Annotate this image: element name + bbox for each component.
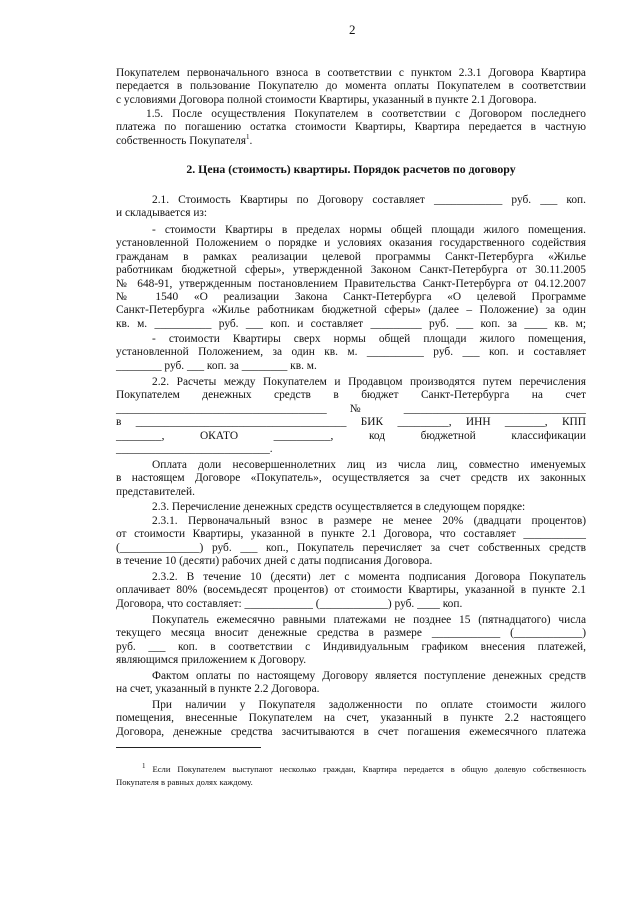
text-line (116, 135, 586, 148)
text-line: При наличии у Покупателя задолженности по оплате стоимости жилого (152, 699, 586, 711)
text-line: руб. ___ коп. в соответствии с Индивидуальным графиком внесения платежей, (116, 640, 586, 653)
text-line: установленной Положением о порядке и условиях оказания государственного содействия (116, 237, 586, 250)
text-line: установленной Положением, за один кв. м. __________ руб. ___ коп. и составляет (116, 346, 586, 359)
text-line: на счет, указанный в пункте 2.2 Договора. (116, 683, 320, 696)
text-line: и складывается из: (116, 207, 208, 220)
text-line: Договора, денежные средства засчитываются в счет погашения ежемесячного платежа (116, 725, 586, 738)
text-line: Оплата доли несовершеннолетних лиц из числа лиц, совместно именуемых (152, 459, 586, 471)
paragraph-continuation (116, 67, 586, 107)
debt-paragraph (116, 699, 586, 739)
text-line: Санкт-Петербурга «Жилье работникам бюджетной сферы» (далее – Положение) за один (116, 304, 586, 317)
text-line: от стоимости Квартиры, указанной в пункте 2.1 Договора, что составляет ___________ (116, 528, 586, 541)
text-line: в течение 10 (десяти) рабочих дней с даты подписания Договора. (116, 555, 433, 568)
text-line: представителей. (116, 485, 195, 498)
text-line: в _____________________________________ БИК _________, ИНН _______, КПП (116, 416, 586, 429)
footnote-line (116, 763, 586, 776)
text-line: № 1540 «О реализации Закона Санкт-Петербурга «О целевой Программе (116, 291, 586, 304)
text-line: работникам бюджетной сферы», утвержденной Законом Санкт-Петербурга от 30.11.2005 (116, 264, 586, 277)
text-line: 1.5. После осуществления Покупателем в соответствии с Договором последнего (146, 108, 586, 120)
text-line: Фактом оплаты по настоящему Договору является поступление денежных средств (152, 670, 586, 682)
text-line: передается в пользование Покупателю до момента оплаты Покупателем в соответствии (116, 80, 586, 93)
page-number: 2 (349, 22, 356, 37)
text-line: платежа по погашению остатка стоимости Квартиры, Квартира передается в частную (116, 121, 586, 134)
text-fragment: собственность Покупателя (116, 134, 246, 147)
text-line: кв. м. __________ руб. ___ коп. и составляет _________ руб. ___ коп. за ____ кв. м; (116, 317, 586, 330)
text-line: ________, ОКАТО __________, код бюджетной классификации (116, 429, 586, 442)
text-line: 2.1. Стоимость Квартиры по Договору составляет ____________ руб. ___ коп. (152, 194, 586, 206)
minors-payment-paragraph (116, 459, 586, 499)
clause-2-3-2 (116, 571, 586, 611)
text-line: с условиями Договора полной стоимости Квартиры, указанный в пункте 2.1 Договора. (116, 93, 537, 106)
footnote-line: Покупателя в равных долях каждому. (116, 777, 253, 787)
text-fragment: . (249, 134, 253, 147)
text-line: - стоимости Квартиры в пределах нормы общей площади жилого помещения. (152, 224, 586, 236)
clause-2-1 (116, 194, 586, 221)
text-fragment: Если Покупателем выступают несколько граждан, Квартира передается в общую долевую собственность (152, 764, 586, 774)
footnote-divider (116, 747, 261, 748)
text-line: в настоящем Договоре «Покупатель», осуществляется за счет средств их законных (116, 472, 586, 485)
text-line: Покупатель ежемесячно равными платежами не позднее 15 (пятнадцатого) числа (152, 614, 586, 626)
footnote-mark: 1 (142, 762, 146, 771)
text-line: 2.3.2. В течение 10 (десяти) лет с момента подписания Договора Покупатель (152, 571, 586, 583)
monthly-payments-paragraph (116, 614, 586, 668)
text-line: помещения, внесенные Покупателем на счет, указанный в пункте 2.2 настоящего (116, 712, 586, 725)
text-line: гражданам в рамках реализации целевой программы Санкт-Петербурга «Жилье (116, 250, 586, 263)
section-heading: 2. Цена (стоимость) квартиры. Порядок расчетов по договору (186, 162, 516, 176)
text-line: Договора, что составляет: ____________ (____________) руб. ____ коп. (116, 597, 463, 610)
clause-1-5 (116, 108, 586, 148)
text-line: 2.3.1. Первоначальный взнос в размере не менее 20% (двадцати процентов) (152, 515, 586, 527)
text-line: 2.2. Расчеты между Покупателем и Продавцом производятся путем перечисления (152, 376, 586, 388)
footnote-mark: 1 (246, 133, 250, 142)
text-line: оплачивает 80% (восемьдесят процентов) от стоимости Квартиры, указанной в пункте 2.1 (116, 584, 586, 597)
text-line: - стоимости Квартиры сверх нормы общей площади жилого помещения, (152, 333, 586, 345)
text-line: _____________________________________ № ________________________________ (116, 402, 586, 415)
text-line: Покупателем денежных средств в бюджет Санкт-Петербурга на счет (116, 389, 586, 402)
text-line: Покупателем первоначального взноса в соответствии с пунктом 2.3.1 Договора Квартира (116, 67, 586, 79)
footnote (116, 763, 586, 789)
clause-2-3 (116, 501, 586, 514)
text-line: являющимся приложением к Договору. (116, 654, 307, 667)
clause-2-3-1 (116, 515, 586, 569)
clause-2-2 (116, 376, 586, 456)
text-line: (______________) руб. ___ коп., Покупатель перечисляет за счет собственных средств (116, 541, 586, 554)
text-line: № 648-91, утвержденным постановлением Правительства Санкт-Петербурга от 04.12.2007 (116, 277, 586, 290)
text-line: ________ руб. ___ коп. за ________ кв. м. (116, 359, 317, 372)
payment-fact-paragraph (116, 670, 586, 697)
clause-2-1-norm (116, 224, 586, 331)
text-line: ___________________________. (116, 443, 273, 456)
text-line: 2.3. Перечисление денежных средств осуществляется в следующем порядке: (152, 501, 526, 513)
clause-2-1-excess (116, 333, 586, 373)
text-line: текущего месяца вносит денежные средства в размере ____________ (____________) (116, 627, 586, 640)
